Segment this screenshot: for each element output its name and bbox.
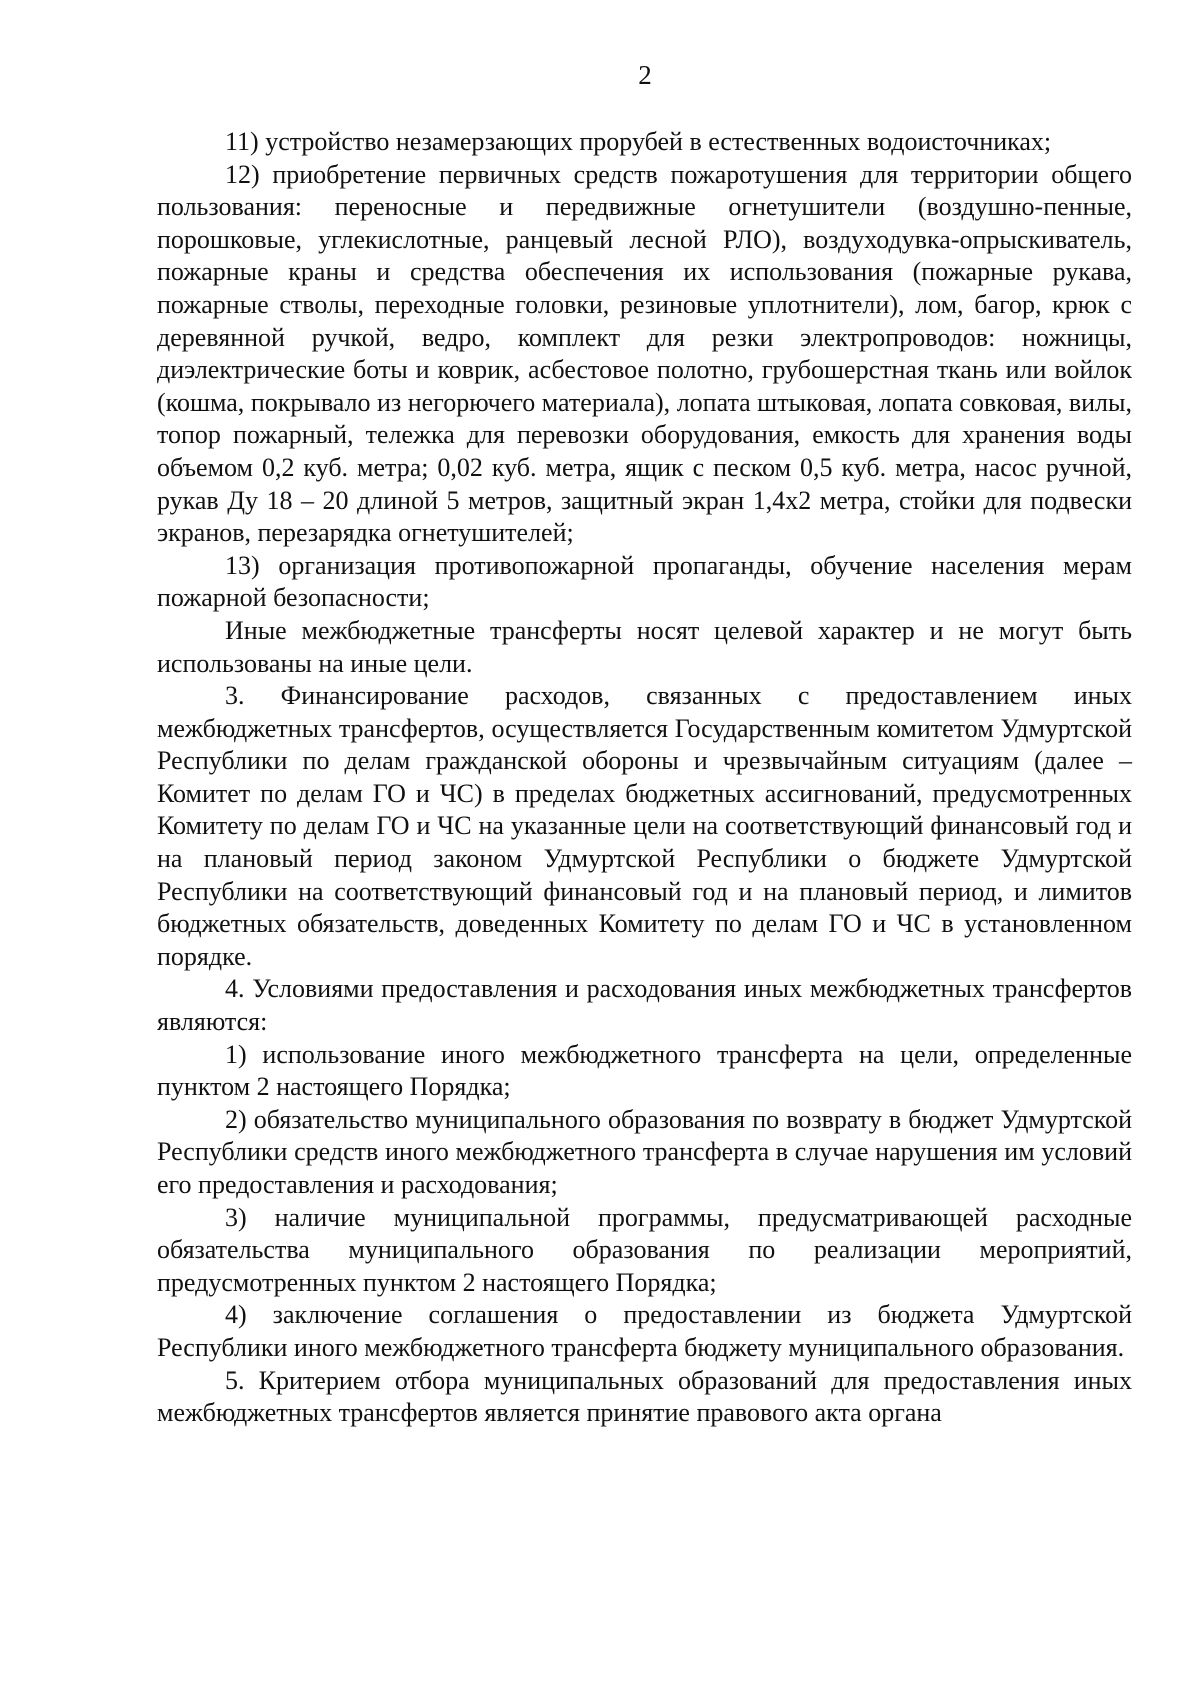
paragraph-section-3: 3. Финансирование расходов, связанных с предоставлением иных межбюджетных трансфертов, осуществляется Государственным комитетом Удмуртской Республики по делам гражданской обороны и чрезвычайным ситуациям (далее – Комитет по делам ГО и ЧС) в пределах бюджетных ассигнований, предусмотренных Комитету по делам ГО и ЧС на указанные цели на соответствующий финансовый год и на плановый период законом Удмуртской Республики о бюджете Удмуртской Республики на соответствующий финансовый год и на плановый период, и лимитов бюджетных обязательств, доведенных Комитету по делам ГО и ЧС в установленном порядке. <box>157 681 1132 971</box>
document-body <box>157 126 1132 1430</box>
paragraph-purpose-note: Иные межбюджетные трансферты носят целевой характер и не могут быть использованы на иные цели. <box>157 615 1132 678</box>
paragraph-item-11: 11) устройство незамерзающих прорубей в естественных водоисточниках; <box>225 127 1052 156</box>
paragraph-item-13: 13) организация противопожарной пропаганды, обучение населения мерам пожарной безопасности; <box>157 550 1132 613</box>
paragraph-section-5: 5. Критерием отбора муниципальных образований для предоставления иных межбюджетных трансфертов является принятие правового акта органа <box>157 1365 1132 1428</box>
paragraph-condition-1: 1) использование иного межбюджетного трансферта на цели, определенные пунктом 2 настоящего Порядка; <box>157 1039 1132 1102</box>
paragraph-section-4: 4. Условиями предоставления и расходования иных межбюджетных трансфертов являются: <box>157 974 1132 1037</box>
paragraph-condition-4: 4) заключение соглашения о предоставлении из бюджета Удмуртской Республики иного межбюджетного трансферта бюджету муниципального образования. <box>157 1300 1132 1362</box>
page-number: 2 <box>638 60 652 90</box>
paragraph-condition-2: 2) обязательство муниципального образования по возврату в бюджет Удмуртской Республики средств иного межбюджетного трансферта в случае нарушения им условий его предоставления и расходования; <box>157 1104 1132 1199</box>
paragraph-item-12: 12) приобретение первичных средств пожаротушения для территории общего пользования: переносные и передвижные огнетушители (воздушно-​пенные, порошковые, углекислотные, ранцевый лесной РЛО), воздуходувка-​опрыскиватель, пожарные краны и средства обеспечения их использования (пожарные рукава, пожарные стволы, переходные головки, резиновые уплотнители), лом, багор, крюк с деревянной ручкой, ведро, комплект для резки электропроводов: ножницы, диэлектрические боты и коврик, асбестовое полотно, грубошерстная ткань или войлок (кошма, покрывало из негорючего материала), лопата штыковая, лопата совковая, вилы, топор пожарный, тележка для перевозки оборудования, емкость для хранения воды объемом 0,2 куб. метра; 0,02 куб. метра, ящик с песком 0,5 куб. метра, насос ручной, рукав Ду 18 – 20 длиной 5 метров, защитный экран 1,4х2 метра, стойки для подвески экранов, перезарядка огнетушителей; <box>157 159 1132 548</box>
paragraph-condition-3: 3) наличие муниципальной программы, предусматривающей расходные обязательства муниципального образования по реализации мероприятий, предусмотренных пунктом 2 настоящего Порядка; <box>157 1202 1132 1297</box>
